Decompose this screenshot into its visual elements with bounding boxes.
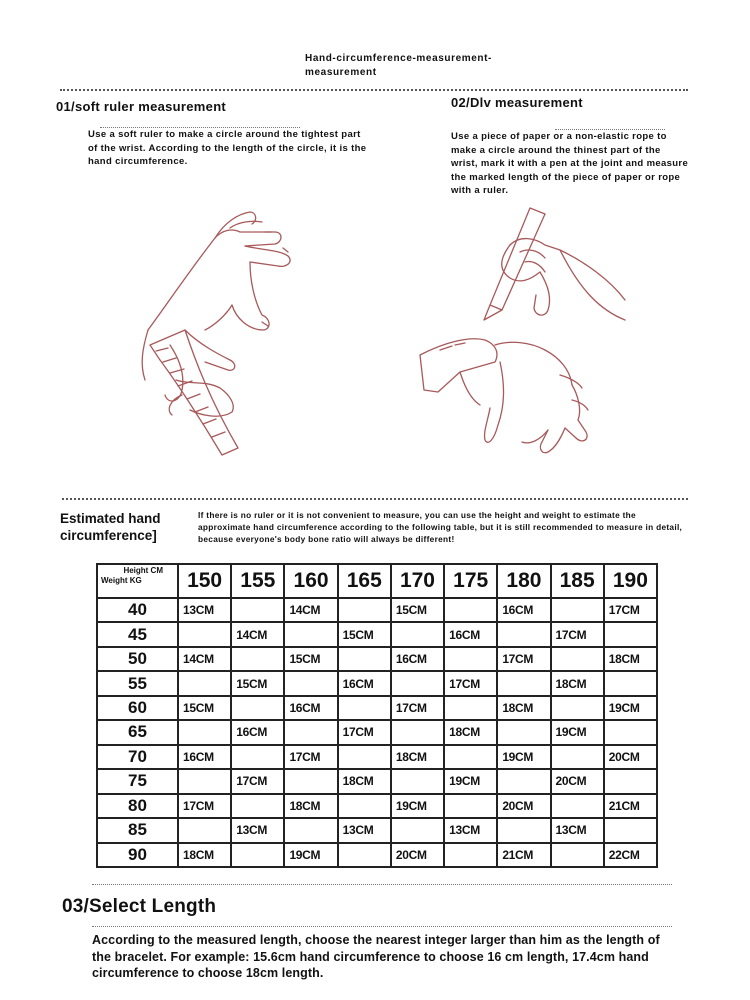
size-table-corner	[97, 564, 178, 598]
size-cell: 18CM	[604, 647, 657, 671]
estimate-heading: Estimated hand circumference]	[60, 511, 161, 543]
size-table-row	[97, 696, 657, 720]
size-cell	[551, 696, 604, 720]
size-cell: 17CM	[284, 745, 337, 769]
height-header: 185	[551, 564, 604, 598]
size-cell: 17CM	[231, 769, 284, 793]
size-cell	[338, 696, 391, 720]
size-cell: 14CM	[284, 598, 337, 622]
size-cell	[231, 647, 284, 671]
size-cell: 16CM	[391, 647, 444, 671]
paper-strip-hand-illustration	[420, 208, 625, 453]
size-cell	[551, 794, 604, 818]
size-cell	[284, 769, 337, 793]
size-table-row	[97, 647, 657, 671]
size-cell: 18CM	[497, 696, 550, 720]
size-cell: 16CM	[231, 720, 284, 744]
soft-ruler-hand-illustration	[142, 212, 290, 455]
size-cell	[178, 818, 231, 842]
size-cell: 17CM	[391, 696, 444, 720]
size-cell	[231, 843, 284, 867]
size-cell: 17CM	[604, 598, 657, 622]
estimate-note: If there is no ruler or it is not convenient to measure, you can use the height and weight to estimate the approximate hand circumference according to the following table, but it is still recommended to measure in detail, because everyone's body bone ratio will always be different!	[198, 510, 683, 544]
size-cell: 21CM	[497, 843, 550, 867]
size-cell: 16CM	[284, 696, 337, 720]
size-cell: 15CM	[391, 598, 444, 622]
size-cell: 17CM	[497, 647, 550, 671]
select-dotted-line	[92, 926, 672, 927]
weight-header: 45	[97, 622, 178, 646]
size-cell	[497, 671, 550, 695]
size-cell: 20CM	[497, 794, 550, 818]
size-cell	[497, 818, 550, 842]
size-cell: 19CM	[444, 769, 497, 793]
size-cell: 19CM	[551, 720, 604, 744]
size-table-row	[97, 818, 657, 842]
method1-description: Use a soft ruler to make a circle around the tightest part of the wrist. According to the length of the circle, it is the hand circumference.	[88, 129, 367, 167]
size-cell	[284, 671, 337, 695]
corner-weight-label: Weight KG	[101, 576, 142, 585]
method2-heading: 02/Dlv measurement	[451, 95, 583, 110]
size-cell	[338, 598, 391, 622]
height-header: 180	[497, 564, 550, 598]
size-cell: 20CM	[391, 843, 444, 867]
size-cell: 16CM	[497, 598, 550, 622]
method1-heading: 01/soft ruler measurement	[56, 99, 227, 114]
size-cell: 15CM	[284, 647, 337, 671]
size-cell: 20CM	[551, 769, 604, 793]
size-cell	[231, 598, 284, 622]
size-cell: 20CM	[604, 745, 657, 769]
middle-divider	[62, 498, 688, 500]
height-header: 150	[178, 564, 231, 598]
size-table-header-row	[97, 564, 657, 598]
size-cell: 19CM	[391, 794, 444, 818]
size-cell	[497, 720, 550, 744]
size-cell: 15CM	[231, 671, 284, 695]
size-cell	[231, 745, 284, 769]
weight-header: 50	[97, 647, 178, 671]
size-cell: 14CM	[231, 622, 284, 646]
size-cell	[391, 622, 444, 646]
size-cell	[497, 622, 550, 646]
size-cell: 19CM	[497, 745, 550, 769]
weight-header: 65	[97, 720, 178, 744]
weight-header: 70	[97, 745, 178, 769]
size-cell: 13CM	[231, 818, 284, 842]
size-cell: 18CM	[551, 671, 604, 695]
size-cell	[391, 720, 444, 744]
size-cell: 13CM	[551, 818, 604, 842]
size-cell: 17CM	[551, 622, 604, 646]
select-length-text: According to the measured length, choose the nearest integer larger than him as the length of the bracelet. For example: 15.6cm hand circumference to choose 16 cm length, 17.4cm hand circumference to choose 18cm length.	[92, 933, 660, 980]
height-header: 170	[391, 564, 444, 598]
size-cell: 18CM	[391, 745, 444, 769]
size-table-row	[97, 794, 657, 818]
weight-header: 75	[97, 769, 178, 793]
size-cell: 19CM	[284, 843, 337, 867]
weight-header: 85	[97, 818, 178, 842]
size-cell: 13CM	[444, 818, 497, 842]
size-cell	[391, 671, 444, 695]
height-header: 155	[231, 564, 284, 598]
size-table-row	[97, 671, 657, 695]
size-cell	[178, 671, 231, 695]
size-cell	[178, 769, 231, 793]
size-cell: 14CM	[178, 647, 231, 671]
size-cell: 18CM	[338, 769, 391, 793]
size-table-row	[97, 622, 657, 646]
size-cell	[231, 696, 284, 720]
size-cell: 21CM	[604, 794, 657, 818]
size-cell: 19CM	[604, 696, 657, 720]
size-cell	[284, 818, 337, 842]
size-table-body	[97, 598, 657, 867]
size-cell	[284, 720, 337, 744]
height-header: 175	[444, 564, 497, 598]
size-cell	[338, 647, 391, 671]
page-title: Hand-circumference-measurement-measurement	[305, 53, 492, 78]
size-cell: 22CM	[604, 843, 657, 867]
size-cell	[444, 647, 497, 671]
size-cell	[604, 720, 657, 744]
size-cell	[604, 622, 657, 646]
size-table-row	[97, 598, 657, 622]
size-cell	[604, 671, 657, 695]
size-cell	[338, 745, 391, 769]
size-cell	[178, 720, 231, 744]
size-cell: 15CM	[178, 696, 231, 720]
size-cell	[391, 818, 444, 842]
size-cell	[551, 843, 604, 867]
select-length-heading: 03/Select Length	[62, 896, 217, 917]
weight-header: 80	[97, 794, 178, 818]
weight-header: 55	[97, 671, 178, 695]
weight-header: 40	[97, 598, 178, 622]
size-cell	[284, 622, 337, 646]
size-cell	[551, 745, 604, 769]
size-cell: 13CM	[178, 598, 231, 622]
size-cell: 17CM	[444, 671, 497, 695]
size-cell	[444, 696, 497, 720]
top-divider	[60, 89, 688, 91]
height-header: 165	[338, 564, 391, 598]
size-cell: 18CM	[284, 794, 337, 818]
size-cell	[551, 598, 604, 622]
size-table-row	[97, 769, 657, 793]
size-table	[96, 563, 658, 868]
size-table-row	[97, 720, 657, 744]
size-cell: 17CM	[178, 794, 231, 818]
size-cell	[338, 794, 391, 818]
weight-header: 60	[97, 696, 178, 720]
method2-description: Use a piece of paper or a non-elastic rope to make a circle around the thinest part of the wrist, mark it with a pen at the joint and measure the marked length of the piece of paper or rope with a ruler.	[451, 131, 689, 196]
size-cell	[338, 843, 391, 867]
size-cell	[497, 769, 550, 793]
height-header: 160	[284, 564, 337, 598]
size-table-row	[97, 745, 657, 769]
size-cell: 13CM	[338, 818, 391, 842]
size-cell	[444, 745, 497, 769]
size-cell	[604, 769, 657, 793]
size-cell	[604, 818, 657, 842]
height-header: 190	[604, 564, 657, 598]
size-cell: 18CM	[178, 843, 231, 867]
size-cell	[391, 769, 444, 793]
size-cell	[178, 622, 231, 646]
corner-height-label: Height CM	[123, 566, 163, 575]
size-cell: 16CM	[444, 622, 497, 646]
size-cell: 15CM	[338, 622, 391, 646]
size-cell	[551, 647, 604, 671]
select-top-dotted-line	[92, 884, 672, 885]
size-cell: 18CM	[444, 720, 497, 744]
size-cell	[444, 598, 497, 622]
size-cell	[444, 794, 497, 818]
weight-header: 90	[97, 843, 178, 867]
size-cell: 16CM	[338, 671, 391, 695]
size-table-row	[97, 843, 657, 867]
size-cell: 17CM	[338, 720, 391, 744]
size-cell: 16CM	[178, 745, 231, 769]
size-cell	[231, 794, 284, 818]
size-cell	[444, 843, 497, 867]
